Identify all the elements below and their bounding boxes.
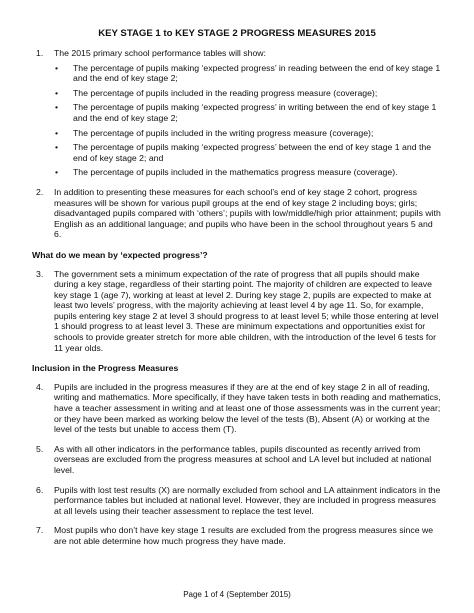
bullet-icon: • — [55, 142, 59, 153]
bullet-text: The percentage of pupils making ‘expected progress’ between the end of key stage 1 and the end of key stage 2; and — [73, 142, 432, 163]
bullet-item — [54, 63, 442, 84]
item-number: 3. — [36, 268, 44, 279]
document-title: KEY STAGE 1 to KEY STAGE 2 PROGRESS MEASURES 2015 — [98, 28, 376, 39]
item-number: 6. — [36, 484, 44, 495]
bullet-text: The percentage of pupils included in the reading progress measure (coverage); — [73, 87, 378, 98]
numbered-item-7 — [32, 525, 442, 546]
item-7-text: Most pupils who don’t have key stage 1 results are excluded from the progress measures since we are not able determine how much progress they have made. — [54, 525, 434, 546]
bullet-icon: • — [55, 87, 59, 98]
bullet-icon: • — [55, 62, 59, 73]
item-1-lead: The 2015 primary school performance tables will show: — [54, 48, 266, 58]
bullet-icon: • — [55, 167, 59, 178]
section-heading-inclusion: Inclusion in the Progress Measures — [32, 363, 179, 374]
item-number: 1. — [36, 48, 44, 58]
bullet-icon: • — [55, 102, 59, 113]
numbered-item-5 — [32, 444, 442, 476]
item-4-text: Pupils are included in the progress measures if they are at the end of key stage 2 in all of reading, writing and mathematics. More specifically, if they have taken tests in both reading and mathematics, have a teacher assessment in writing and at least one of those assessments was in the current year; or they have been marked as working below the level of the tests (B), Absent (A) or working at the level of the tests but unable to access them (T). — [54, 381, 441, 435]
numbered-item-4 — [32, 382, 442, 435]
bullet-item — [54, 142, 442, 163]
page-footer: Page 1 of 4 (September 2015) — [183, 590, 291, 599]
bullet-text: The percentage of pupils included in the writing progress measure (coverage); — [73, 127, 374, 138]
item-number: 2. — [36, 186, 44, 197]
numbered-item-1 — [32, 48, 442, 178]
item-3-text: The government sets a minimum expectation of the rate of progress that all pupils should make during a key stage, regardless of their starting point. The majority of children are expected to leave key stage 1 (age 7), working at least at level 2. During key stage 2, pupils are expected to make at least two levels’ progress, with the majority achieving at least level 4 by age 11. So, for example, pupils entering key stage 2 at level 3 should progress to at least level 5; while those entering at level 1 should progress to at least level 3. These are minimum expectations and opportunities exist for schools to provide greater stretch for more able children, with the introduction of the level 6 tests for 11 year olds. — [54, 268, 439, 353]
bullet-icon: • — [55, 127, 59, 138]
item-5-text: As with all other indicators in the performance tables, pupils discounted as recently arrived from overseas are excluded from the progress measures at school and LA level but included at national level. — [54, 443, 432, 475]
bullet-item — [54, 167, 442, 178]
numbered-item-3 — [32, 269, 442, 354]
bullet-text: The percentage of pupils making ‘expected progress’ in reading between the end of key stage 1 and the end of key stage 2; — [73, 62, 441, 84]
bullet-text: The percentage of pupils making ‘expected progress’ in writing between the end of key stage 1 and the end of key stage 2; — [73, 102, 437, 123]
item-number: 5. — [36, 443, 44, 454]
numbered-item-2 — [32, 187, 442, 240]
bullet-item — [54, 88, 442, 99]
section-heading-expected-progress: What do we mean by ‘expected progress’? — [32, 249, 208, 260]
bullet-item — [54, 102, 442, 123]
item-number: 7. — [36, 525, 44, 536]
bullet-text: The percentage of pupils included in the mathematics progress measure (coverage). — [73, 167, 398, 178]
bullet-item — [54, 128, 442, 139]
item-number: 4. — [36, 381, 44, 392]
item-6-text: Pupils with lost test results (X) are normally excluded from school and LA attainment indicators in the performance tables but included at national level. However, they are included in progress measures at all levels using their teacher assessment to replace the test level. — [54, 484, 441, 516]
item-2-text: In addition to presenting these measures for each school’s end of key stage 2 cohort, progress measures will be shown for various pupil groups at the end of key stage 2 including boys; girls; disadvantaged pupils compared with ‘others’; pupils with low/middle/high prior attainment; pupils with English as an additional language; and pupils who have been in the school throughout years 5 and 6. — [54, 186, 441, 240]
numbered-item-6 — [32, 485, 442, 517]
